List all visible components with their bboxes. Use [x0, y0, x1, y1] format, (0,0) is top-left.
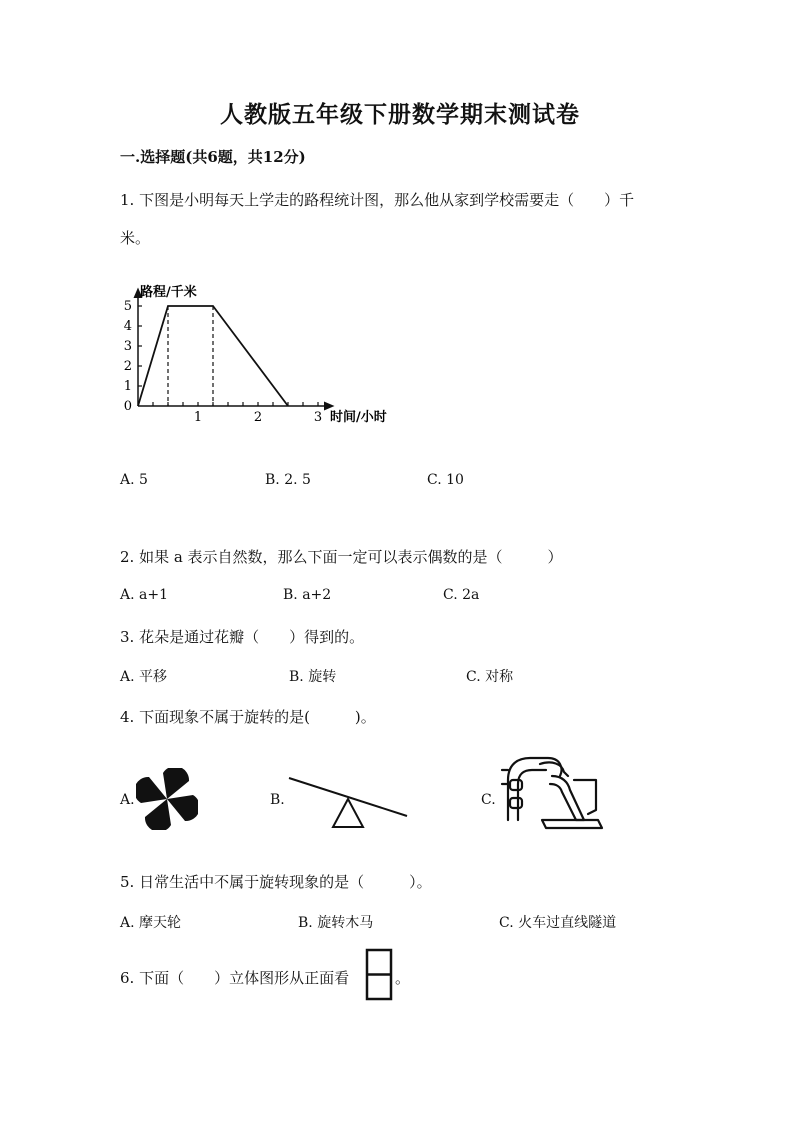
- q3-option-b[interactable]: B. 旋转: [289, 669, 337, 685]
- pinwheel-icon: [136, 768, 198, 830]
- seesaw-icon: [286, 774, 410, 830]
- front-view-figure: [365, 948, 393, 1001]
- x-axis-label: 时间/小时: [330, 410, 387, 425]
- y-tick-label: 3: [123, 339, 132, 354]
- q3-option-c[interactable]: C. 对称: [466, 669, 514, 685]
- q1-option-a[interactable]: A. 5: [120, 472, 148, 488]
- x-tick-label: 1: [193, 410, 203, 425]
- q1-option-c[interactable]: C. 10: [427, 472, 464, 488]
- y-ticks: [124, 299, 142, 414]
- q3-option-a[interactable]: A. 平移: [120, 669, 168, 685]
- q4-option-a[interactable]: A.: [120, 792, 135, 808]
- question-5-text: 5. 日常生活中不属于旋转现象的是（ ）。: [120, 873, 432, 891]
- question-1-text: 1. 下图是小明每天上学走的路程统计图，那么他从家到学校需要走（ ）千: [120, 191, 635, 209]
- q2-option-a[interactable]: A. a+1: [120, 587, 168, 603]
- page-title: 人教版五年级下册数学期末测试卷: [220, 101, 580, 128]
- question-6-text: 6. 下面（ ）立体图形从正面看: [120, 969, 350, 987]
- question-2-text: 2. 如果 a 表示自然数，那么下面一定可以表示偶数的是（ ）: [120, 548, 563, 566]
- x-tick-label: 3: [313, 410, 323, 425]
- q1-option-b[interactable]: B. 2. 5: [265, 472, 311, 488]
- q2-option-b[interactable]: B. a+2: [283, 587, 332, 603]
- y-axis-label: 路程/千米: [140, 285, 197, 300]
- chart-series: [138, 306, 288, 406]
- y-tick-label: 5: [123, 299, 132, 314]
- y-tick-label: 0: [123, 399, 132, 414]
- y-tick-label: 2: [123, 359, 132, 374]
- question-1-text-cont: 米。: [120, 229, 151, 247]
- q4-option-b[interactable]: B.: [270, 792, 285, 808]
- question-3-text: 3. 花朵是通过花瓣（ ）得到的。: [120, 628, 365, 646]
- slide-icon: [500, 754, 604, 832]
- q5-option-b[interactable]: B. 旋转木马: [298, 915, 374, 931]
- question-4-text: 4. 下面现象不属于旋转的是( )。: [120, 708, 376, 726]
- q5-option-a[interactable]: A. 摩天轮: [120, 915, 182, 931]
- q2-option-c[interactable]: C. 2a: [443, 587, 480, 603]
- question-6-suffix: 。: [395, 969, 411, 987]
- distance-time-chart: [110, 275, 410, 435]
- y-tick-label: 1: [123, 379, 132, 394]
- section-heading: 一.选择题(共6题，共12分): [120, 148, 306, 166]
- q5-option-c[interactable]: C. 火车过直线隧道: [499, 915, 617, 931]
- x-tick-label: 2: [253, 410, 263, 425]
- y-tick-label: 4: [123, 319, 132, 334]
- q4-option-c[interactable]: C.: [481, 792, 496, 808]
